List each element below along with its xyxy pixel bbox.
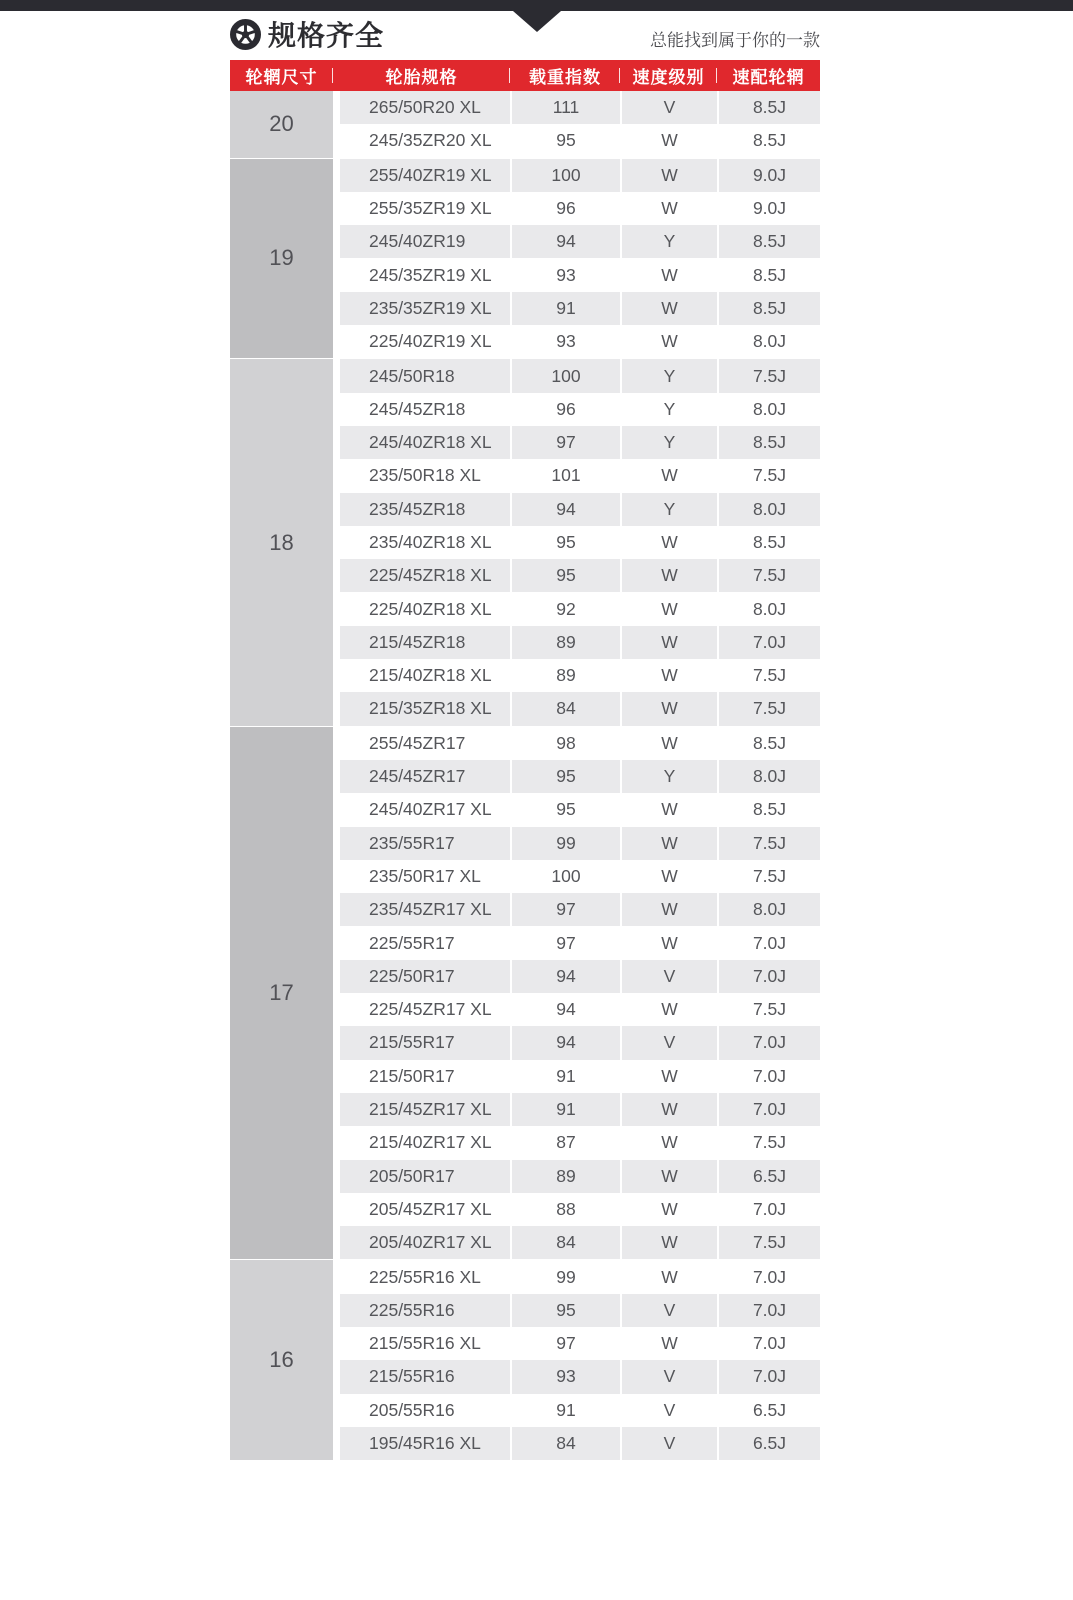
rim-cell: 7.5J	[717, 827, 820, 860]
load-index-cell: 94	[510, 993, 620, 1026]
table-row	[340, 1160, 820, 1193]
table-row	[340, 1360, 820, 1393]
speed-rating-cell: V	[620, 1427, 717, 1460]
speed-rating-cell: W	[620, 926, 717, 959]
speed-rating-cell: W	[620, 626, 717, 659]
spec-cell: 255/40ZR19 XL	[369, 164, 492, 185]
table-row	[340, 960, 820, 993]
spec-cell: 225/40ZR18 XL	[369, 598, 492, 619]
speed-rating-cell: W	[620, 124, 717, 157]
table-row	[340, 993, 820, 1026]
speed-rating-cell: W	[620, 192, 717, 225]
speed-rating-cell: W	[620, 659, 717, 692]
rim-size-cell: 19	[230, 159, 333, 359]
spec-cell: 215/50R17	[369, 1065, 455, 1086]
spec-cell: 235/40ZR18 XL	[369, 532, 492, 552]
spec-cell: 235/45ZR17 XL	[369, 899, 492, 920]
load-index-cell: 101	[510, 459, 620, 492]
rim-cell: 7.0J	[717, 1193, 820, 1226]
load-index-cell: 95	[510, 760, 620, 793]
spec-cell: 245/45ZR18	[369, 398, 466, 419]
speed-rating-cell: V	[620, 1026, 717, 1059]
top-banner-bar	[0, 0, 1073, 11]
table-row	[340, 1260, 820, 1293]
rim-size-cell: 20	[230, 91, 333, 158]
rim-group-rows	[340, 91, 820, 158]
speed-rating-cell: W	[620, 159, 717, 192]
section-title: 规格齐全	[268, 20, 385, 51]
spec-cell: 205/40ZR17 XL	[369, 1232, 492, 1253]
rim-cell: 7.0J	[717, 1026, 820, 1059]
load-index-cell: 89	[510, 659, 620, 692]
spec-cell: 245/35ZR19 XL	[369, 264, 492, 285]
table-header	[230, 60, 820, 91]
speed-rating-cell: Y	[620, 359, 717, 392]
spec-cell: 245/45ZR17	[369, 766, 466, 787]
rim-cell: 6.5J	[717, 1394, 820, 1427]
load-index-cell: 94	[510, 493, 620, 526]
rim-cell: 8.5J	[717, 727, 820, 760]
rim-cell: 8.0J	[717, 325, 820, 358]
tire-wheel-icon	[230, 19, 261, 50]
spec-cell: 225/40ZR19 XL	[369, 331, 492, 352]
col-header-rim-size: 轮辋尺寸	[230, 60, 333, 91]
speed-rating-cell: V	[620, 1360, 717, 1393]
rim-cell: 7.5J	[717, 1126, 820, 1159]
table-row	[340, 459, 820, 492]
load-index-cell: 89	[510, 1160, 620, 1193]
rim-cell: 7.0J	[717, 1060, 820, 1093]
table-row	[340, 727, 820, 760]
table-row	[340, 926, 820, 959]
load-index-cell: 93	[510, 258, 620, 291]
table-row	[340, 559, 820, 592]
section-subtitle: 总能找到属于你的一款	[650, 31, 820, 50]
spec-cell: 225/45ZR17 XL	[369, 999, 492, 1020]
speed-rating-cell: W	[620, 727, 717, 760]
rim-cell: 8.5J	[717, 91, 820, 124]
col-header-speed-rating: 速度级别	[620, 60, 717, 91]
speed-rating-cell: W	[620, 1060, 717, 1093]
table-row	[340, 1126, 820, 1159]
load-index-cell: 91	[510, 1093, 620, 1126]
rim-cell: 8.5J	[717, 292, 820, 325]
speed-rating-cell: W	[620, 1093, 717, 1126]
load-index-cell: 94	[510, 1026, 620, 1059]
table-row	[340, 1226, 820, 1259]
rim-cell: 7.5J	[717, 692, 820, 725]
title-wrap	[230, 14, 384, 54]
table-row	[340, 258, 820, 291]
rim-cell: 9.0J	[717, 159, 820, 192]
table-row	[340, 1026, 820, 1059]
table-row	[340, 793, 820, 826]
rim-cell: 8.5J	[717, 793, 820, 826]
load-index-cell: 95	[510, 793, 620, 826]
table-row	[340, 827, 820, 860]
load-index-cell: 84	[510, 1427, 620, 1460]
rim-cell: 7.0J	[717, 1327, 820, 1360]
rim-cell: 7.0J	[717, 960, 820, 993]
rim-cell: 8.5J	[717, 258, 820, 291]
rim-group-rows	[340, 1260, 820, 1460]
rim-cell: 6.5J	[717, 1427, 820, 1460]
load-index-cell: 99	[510, 1260, 620, 1293]
rim-cell: 7.0J	[717, 1294, 820, 1327]
spec-cell: 225/55R16 XL	[369, 1266, 481, 1287]
spec-cell: 215/45ZR17 XL	[369, 1099, 492, 1120]
spec-cell: 225/45ZR18 XL	[369, 565, 492, 586]
rim-cell: 9.0J	[717, 192, 820, 225]
rim-cell: 8.5J	[717, 526, 820, 559]
rim-group-rows	[340, 359, 820, 725]
spec-cell: 195/45R16 XL	[369, 1433, 481, 1454]
speed-rating-cell: V	[620, 91, 717, 124]
load-index-cell: 98	[510, 727, 620, 760]
spec-cell: 235/45ZR18	[369, 498, 466, 519]
spec-cell: 225/55R17	[369, 932, 455, 953]
rim-group-rows	[340, 727, 820, 1260]
speed-rating-cell: W	[620, 1226, 717, 1259]
col-header-load-index: 载重指数	[510, 60, 620, 91]
rim-cell: 7.5J	[717, 860, 820, 893]
speed-rating-cell: W	[620, 258, 717, 291]
table-row	[340, 860, 820, 893]
rim-cell: 8.5J	[717, 426, 820, 459]
table-body	[230, 91, 820, 1460]
table-row	[340, 592, 820, 625]
section-header	[230, 11, 820, 60]
spec-cell: 215/55R16 XL	[369, 1333, 481, 1354]
spec-cell: 255/45ZR17	[369, 732, 466, 753]
speed-rating-cell: V	[620, 1294, 717, 1327]
table-row	[340, 1093, 820, 1126]
speed-rating-cell: W	[620, 860, 717, 893]
table-row	[340, 893, 820, 926]
speed-rating-cell: W	[620, 1193, 717, 1226]
spec-cell: 245/40ZR17 XL	[369, 799, 492, 820]
table-row	[340, 292, 820, 325]
load-index-cell: 95	[510, 526, 620, 559]
load-index-cell: 96	[510, 192, 620, 225]
rim-group-20	[230, 91, 820, 158]
speed-rating-cell: W	[620, 1160, 717, 1193]
spec-cell: 235/55R17	[369, 832, 455, 853]
table-row	[340, 1427, 820, 1460]
rim-cell: 8.5J	[717, 225, 820, 258]
table-row	[340, 526, 820, 559]
table-row	[340, 626, 820, 659]
speed-rating-cell: W	[620, 459, 717, 492]
table-row	[340, 760, 820, 793]
speed-rating-cell: V	[620, 960, 717, 993]
load-index-cell: 100	[510, 860, 620, 893]
speed-rating-cell: W	[620, 692, 717, 725]
table-row	[340, 426, 820, 459]
rim-cell: 8.0J	[717, 493, 820, 526]
spec-cell: 225/50R17	[369, 965, 455, 986]
load-index-cell: 100	[510, 359, 620, 392]
spec-section	[230, 11, 820, 1460]
spec-cell: 235/35ZR19 XL	[369, 297, 492, 318]
speed-rating-cell: Y	[620, 426, 717, 459]
load-index-cell: 97	[510, 1327, 620, 1360]
load-index-cell: 89	[510, 626, 620, 659]
rim-group-17	[230, 726, 820, 1260]
spec-cell: 215/40ZR18 XL	[369, 665, 492, 686]
load-index-cell: 84	[510, 1226, 620, 1259]
table-row	[340, 1394, 820, 1427]
rim-cell: 7.5J	[717, 993, 820, 1026]
speed-rating-cell: Y	[620, 493, 717, 526]
col-header-matching-rim: 速配轮辋	[732, 68, 805, 87]
rim-group-16	[230, 1259, 820, 1460]
rim-group-19	[230, 158, 820, 359]
table-row	[340, 159, 820, 192]
speed-rating-cell: Y	[620, 760, 717, 793]
rim-cell: 8.0J	[717, 393, 820, 426]
load-index-cell: 91	[510, 1394, 620, 1427]
speed-rating-cell: V	[620, 1394, 717, 1427]
load-index-cell: 91	[510, 292, 620, 325]
speed-rating-cell: Y	[620, 393, 717, 426]
load-index-cell: 88	[510, 1193, 620, 1226]
col-header-tire-spec: 轮胎规格	[333, 60, 510, 91]
spec-cell: 245/50R18	[369, 365, 455, 386]
load-index-cell: 95	[510, 124, 620, 157]
speed-rating-cell: W	[620, 893, 717, 926]
load-index-cell: 111	[510, 91, 620, 124]
spec-cell: 235/50R17 XL	[369, 865, 481, 886]
table-row	[340, 493, 820, 526]
load-index-cell: 97	[510, 893, 620, 926]
spec-cell: 245/35ZR20 XL	[369, 130, 492, 151]
spec-cell: 205/55R16	[369, 1399, 455, 1420]
table-row	[340, 1060, 820, 1093]
spec-cell: 215/35ZR18 XL	[369, 698, 492, 719]
load-index-cell: 94	[510, 960, 620, 993]
rim-cell: 8.0J	[717, 760, 820, 793]
rim-cell: 8.0J	[717, 893, 820, 926]
rim-size-cell: 16	[230, 1260, 333, 1460]
load-index-cell: 95	[510, 559, 620, 592]
spec-cell: 205/45ZR17 XL	[369, 1198, 492, 1219]
load-index-cell: 97	[510, 926, 620, 959]
rim-cell: 7.5J	[717, 459, 820, 492]
rim-cell: 7.0J	[717, 1093, 820, 1126]
table-row	[340, 692, 820, 725]
table-row	[340, 192, 820, 225]
table-row	[340, 225, 820, 258]
speed-rating-cell: W	[620, 592, 717, 625]
spec-cell: 245/40ZR19	[369, 231, 466, 252]
load-index-cell: 99	[510, 827, 620, 860]
speed-rating-cell: W	[620, 1126, 717, 1159]
spec-cell: 245/40ZR18 XL	[369, 432, 492, 453]
table-row	[340, 659, 820, 692]
rim-group-rows	[340, 159, 820, 359]
table-row	[340, 1294, 820, 1327]
speed-rating-cell: W	[620, 793, 717, 826]
spec-cell: 215/45ZR18	[369, 631, 466, 652]
rim-cell: 7.0J	[717, 1360, 820, 1393]
rim-cell: 7.0J	[717, 926, 820, 959]
spec-cell: 205/50R17	[369, 1165, 455, 1186]
rim-cell: 7.0J	[717, 626, 820, 659]
load-index-cell: 95	[510, 1294, 620, 1327]
rim-size-cell: 17	[230, 727, 333, 1260]
speed-rating-cell: W	[620, 1260, 717, 1293]
rim-cell: 7.5J	[717, 559, 820, 592]
speed-rating-cell: W	[620, 292, 717, 325]
spec-cell: 225/55R16	[369, 1299, 455, 1320]
rim-cell: 8.0J	[717, 592, 820, 625]
load-index-cell: 96	[510, 393, 620, 426]
load-index-cell: 84	[510, 692, 620, 725]
load-index-cell: 93	[510, 1360, 620, 1393]
table-row	[340, 359, 820, 392]
load-index-cell: 94	[510, 225, 620, 258]
spec-cell: 235/50R18 XL	[369, 465, 481, 486]
load-index-cell: 97	[510, 426, 620, 459]
spec-cell: 215/55R17	[369, 1032, 455, 1053]
table-row	[340, 393, 820, 426]
speed-rating-cell: W	[620, 1327, 717, 1360]
spec-cell: 265/50R20 XL	[369, 97, 481, 118]
table-row	[340, 91, 820, 124]
rim-cell: 7.5J	[717, 1226, 820, 1259]
table-row	[340, 325, 820, 358]
load-index-cell: 87	[510, 1126, 620, 1159]
spec-cell: 255/35ZR19 XL	[369, 198, 492, 219]
speed-rating-cell: W	[620, 559, 717, 592]
rim-size-cell: 18	[230, 359, 333, 725]
spec-cell: 215/55R16	[369, 1366, 455, 1387]
load-index-cell: 93	[510, 325, 620, 358]
rim-cell: 7.0J	[717, 1260, 820, 1293]
rim-cell: 6.5J	[717, 1160, 820, 1193]
rim-group-18	[230, 358, 820, 725]
speed-rating-cell: W	[620, 827, 717, 860]
speed-rating-cell: W	[620, 526, 717, 559]
load-index-cell: 92	[510, 592, 620, 625]
rim-cell: 7.5J	[717, 359, 820, 392]
speed-rating-cell: W	[620, 993, 717, 1026]
speed-rating-cell: Y	[620, 225, 717, 258]
table-row	[340, 1193, 820, 1226]
load-index-cell: 100	[510, 159, 620, 192]
rim-cell: 7.5J	[717, 659, 820, 692]
spec-cell: 215/40ZR17 XL	[369, 1132, 492, 1153]
speed-rating-cell: W	[620, 325, 717, 358]
rim-cell: 8.5J	[717, 124, 820, 157]
table-row	[340, 124, 820, 157]
load-index-cell: 91	[510, 1060, 620, 1093]
table-row	[340, 1327, 820, 1360]
